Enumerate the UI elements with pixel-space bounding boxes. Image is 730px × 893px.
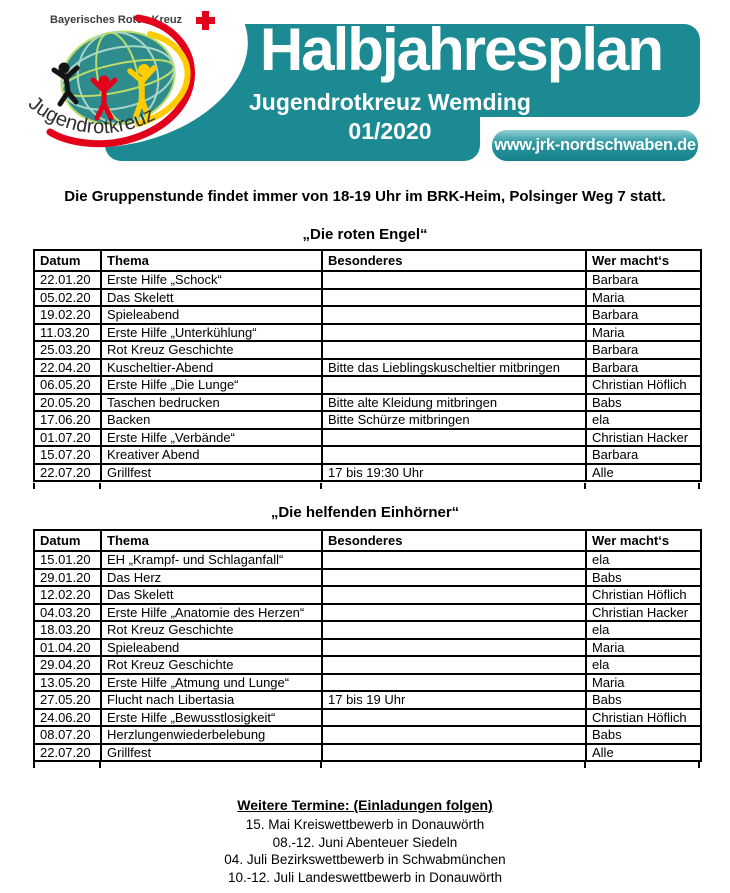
table-row (34, 306, 701, 324)
table-cell: ela (586, 621, 701, 639)
table-cell (322, 656, 586, 674)
group-title-rote-engel: „Die roten Engel“ (302, 226, 428, 243)
table-row (34, 569, 701, 587)
table-cell: Maria (586, 324, 701, 342)
table-cell: Backen (101, 411, 322, 429)
intro-text: Die Gruppenstunde findet immer von 18-19 Uhr im BRK-Heim, Polsinger Weg 7 statt. (64, 188, 666, 205)
table-cell (322, 341, 586, 359)
table-cell: Barbara (586, 271, 701, 289)
table-cell: Bitte alte Kleidung mitbringen (322, 394, 586, 412)
table-cell: 17 bis 19 Uhr (322, 691, 586, 709)
table-cell: Babs (586, 394, 701, 412)
table-cell: Erste Hilfe „Unterkühlung“ (101, 324, 322, 342)
table-cell: 15.07.20 (34, 446, 101, 464)
table-cell: Rot Kreuz Geschichte (101, 621, 322, 639)
table-cell: Babs (586, 691, 701, 709)
table-cell: Christian Höflich (586, 709, 701, 727)
table-cell: Das Herz (101, 569, 322, 587)
table-cell (322, 621, 586, 639)
table-cell (322, 604, 586, 622)
table-row (34, 604, 701, 622)
table-cell: 22.07.20 (34, 744, 101, 762)
table-cell: Alle (586, 464, 701, 482)
group-title-helfende-einhoerner: „Die helfenden Einhörner“ (270, 504, 460, 521)
table-cell: Spieleabend (101, 306, 322, 324)
table-row (34, 674, 701, 692)
table-cell: Das Skelett (101, 289, 322, 307)
table-cell: 17.06.20 (34, 411, 101, 429)
page-title: Halbjahresplan (259, 16, 663, 83)
table-cell: ela (586, 411, 701, 429)
table-cell: Christian Hacker (586, 429, 701, 447)
schedule-table-rote-engel (33, 249, 702, 482)
column-header: Thema (101, 250, 322, 271)
brand-text: Bayerisches Rotes Kreuz (50, 14, 183, 26)
table-row (34, 394, 701, 412)
table-cell: Babs (586, 569, 701, 587)
table-cell: 05.02.20 (34, 289, 101, 307)
table-cell (322, 376, 586, 394)
table-cell: Erste Hilfe „Die Lunge“ (101, 376, 322, 394)
table-row (34, 324, 701, 342)
table-row (34, 744, 701, 762)
table-cell (322, 639, 586, 657)
table-clipped-row (33, 483, 700, 489)
table-cell: Barbara (586, 306, 701, 324)
table-cell (322, 674, 586, 692)
table-cell (322, 586, 586, 604)
table-cell (322, 726, 586, 744)
table-cell (322, 446, 586, 464)
table-cell: 04.03.20 (34, 604, 101, 622)
table-cell: Grillfest (101, 744, 322, 762)
table-cell: 24.06.20 (34, 709, 101, 727)
table-cell: Christian Höflich (586, 376, 701, 394)
table-cell: 18.03.20 (34, 621, 101, 639)
table-cell: 15.01.20 (34, 551, 101, 569)
table-row (34, 341, 701, 359)
table-row (34, 709, 701, 727)
header-row (34, 530, 701, 551)
header-row (34, 250, 701, 271)
footer-dates (0, 816, 730, 886)
table-cell: Rot Kreuz Geschichte (101, 341, 322, 359)
table-cell: 17 bis 19:30 Uhr (322, 464, 586, 482)
table-cell: Erste Hilfe „Anatomie des Herzen“ (101, 604, 322, 622)
table-row (34, 464, 701, 482)
table-row (34, 359, 701, 377)
footer-line: 08.-12. Juni Abenteuer Siedeln (272, 834, 458, 850)
table-row (34, 429, 701, 447)
column-header: Thema (101, 530, 322, 551)
table-cell: EH „Krampf- und Schlaganfall“ (101, 551, 322, 569)
table-cell: Maria (586, 639, 701, 657)
table-cell (322, 271, 586, 289)
table-cell (322, 429, 586, 447)
table-cell: Kuscheltier-Abend (101, 359, 322, 377)
table-cell: 25.03.20 (34, 341, 101, 359)
column-header: Besonderes (322, 530, 586, 551)
header-period: 01/2020 (348, 118, 432, 144)
column-header: Datum (34, 250, 101, 271)
table-cell: 01.07.20 (34, 429, 101, 447)
table-cell: 06.05.20 (34, 376, 101, 394)
table-cell: Taschen bedrucken (101, 394, 322, 412)
table-row (34, 411, 701, 429)
website-url: www.jrk-nordschwaben.de (494, 136, 696, 154)
table-clipped-row (33, 762, 700, 768)
table-cell (322, 324, 586, 342)
table-row (34, 621, 701, 639)
table-cell (322, 306, 586, 324)
table-cell (322, 744, 586, 762)
table-cell: Das Skelett (101, 586, 322, 604)
table-cell: Grillfest (101, 464, 322, 482)
table-row (34, 656, 701, 674)
table-row (34, 586, 701, 604)
table-cell: Barbara (586, 446, 701, 464)
table-cell: Christian Höflich (586, 586, 701, 604)
column-header: Besonderes (322, 250, 586, 271)
table-cell: 29.01.20 (34, 569, 101, 587)
table-cell (322, 289, 586, 307)
table-row (34, 446, 701, 464)
table-cell: Alle (586, 744, 701, 762)
logo-curved-text: Jugendrotkreuz (24, 92, 159, 139)
table-cell: Erste Hilfe „Schock“ (101, 271, 322, 289)
table-cell (322, 709, 586, 727)
schedule-table-helfende-einhoerner (33, 529, 702, 762)
footer-title: Weitere Termine: (Einladungen folgen) (237, 797, 493, 813)
table-cell: Flucht nach Libertasia (101, 691, 322, 709)
table-cell: 11.03.20 (34, 324, 101, 342)
footer-line: 15. Mai Kreiswettbewerb in Donauwörth (245, 817, 485, 832)
table-cell: 27.05.20 (34, 691, 101, 709)
table-cell: 29.04.20 (34, 656, 101, 674)
footer-line: 10.-12. Juli Landeswettbewerb in Donauwörth (228, 869, 502, 885)
table-cell: Maria (586, 289, 701, 307)
table-cell: Erste Hilfe „Atmung und Lunge“ (101, 674, 322, 692)
table-cell (322, 551, 586, 569)
table-cell: Rot Kreuz Geschichte (101, 656, 322, 674)
table-cell: Spieleabend (101, 639, 322, 657)
table-cell: 19.02.20 (34, 306, 101, 324)
table-cell (322, 569, 586, 587)
column-header: Wer macht‘s (586, 250, 701, 271)
table-row (34, 289, 701, 307)
table-cell: 12.02.20 (34, 586, 101, 604)
table-row (34, 691, 701, 709)
table-cell: Babs (586, 726, 701, 744)
table-cell: 22.01.20 (34, 271, 101, 289)
table-cell: Barbara (586, 341, 701, 359)
table-cell: Bitte das Lieblingskuscheltier mitbringen (322, 359, 586, 377)
column-header: Datum (34, 530, 101, 551)
table-row (34, 639, 701, 657)
table-row (34, 376, 701, 394)
table-cell: Maria (586, 674, 701, 692)
table-cell: 13.05.20 (34, 674, 101, 692)
table-cell: ela (586, 551, 701, 569)
table-cell: 22.04.20 (34, 359, 101, 377)
table-cell: Barbara (586, 359, 701, 377)
table-row (34, 271, 701, 289)
table-cell: ela (586, 656, 701, 674)
table-cell: Kreativer Abend (101, 446, 322, 464)
table-cell: 22.07.20 (34, 464, 101, 482)
website-badge[interactable] (492, 130, 698, 161)
table-cell: Herzlungenwiederbelebung (101, 726, 322, 744)
footer-line: 04. Juli Bezirkswettbewerb in Schwabmünchen (224, 852, 506, 867)
table-row (34, 726, 701, 744)
table-cell: Erste Hilfe „Verbände“ (101, 429, 322, 447)
header-subtitle: Jugendrotkreuz Wemding (249, 89, 531, 115)
table-cell: Erste Hilfe „Bewusstlosigkeit“ (101, 709, 322, 727)
column-header: Wer macht‘s (586, 530, 701, 551)
table-cell: Bitte Schürze mitbringen (322, 411, 586, 429)
table-row (34, 551, 701, 569)
table-cell: 20.05.20 (34, 394, 101, 412)
table-cell: 08.07.20 (34, 726, 101, 744)
table-cell: Christian Hacker (586, 604, 701, 622)
table-cell: 01.04.20 (34, 639, 101, 657)
